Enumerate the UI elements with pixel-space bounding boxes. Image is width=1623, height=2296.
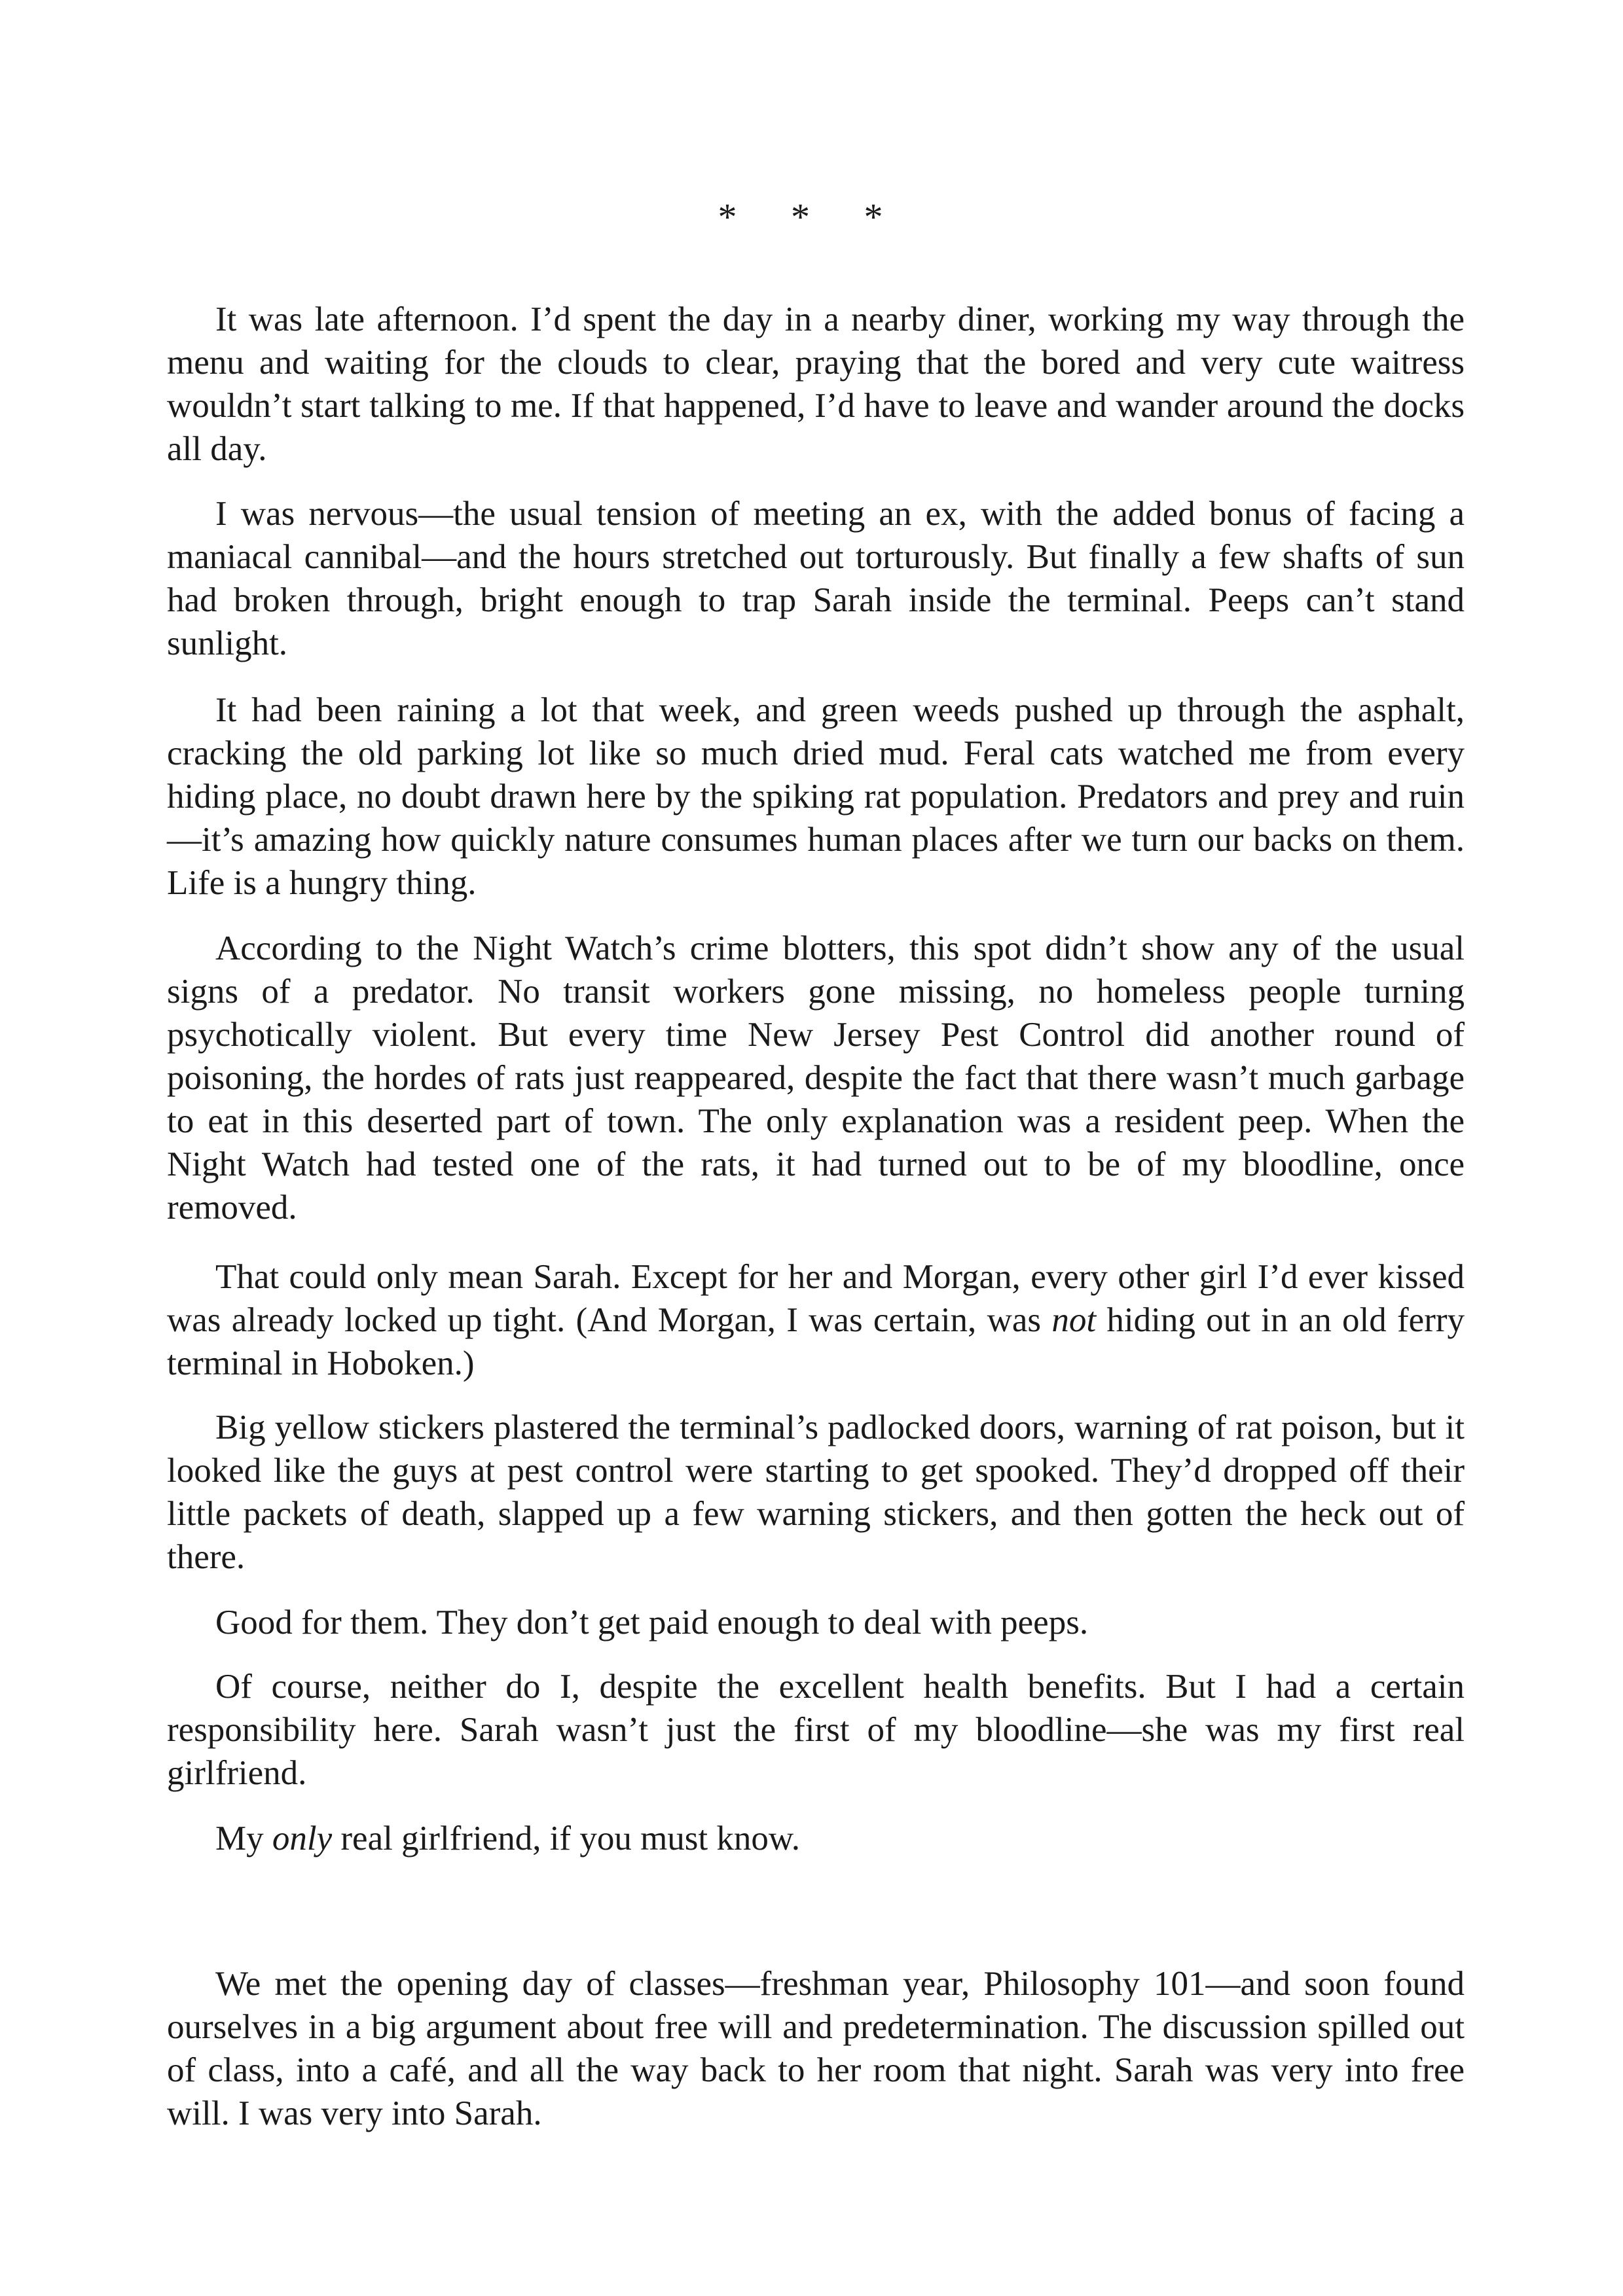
paragraph-6: Big yellow stickers plastered the terminal’s padlocked doors, warning of rat poison, but it looked like the guys at pest control were starting to get spooked. They’d dropped off their little packets of death, slapped up a few warning stickers, and then gotten the heck out of there.	[167, 1408, 1465, 1576]
paragraph-4: According to the Night Watch’s crime blotters, this spot didn’t show any of the usual signs of a predator. No transit workers gone missing, no homeless people turning psychotically violent. But every time New Jersey Pest Control did another round of poisoning, the hordes of rats just reappeared, despite the fact that there wasn’t much garbage to eat in this deserted part of town. The only explanation was a resident peep. When the Night Watch had tested one of the rats, it had turned out to be of my bloodline, once removed.	[167, 929, 1465, 1227]
paragraph-1: It was late afternoon. I’d spent the day in a nearby diner, working my way through the menu and waiting for the clouds to clear, praying that the bored and very cute waitress wouldn’t start talking to me. If that happened, I’d have to leave and wander around the docks all day.	[167, 300, 1465, 468]
paragraph-10: We met the opening day of classes—freshman year, Philosophy 101—and soon found ourselves in a big argument about free will and predetermination. The discussion spilled out of class, into a café, and all the way back to her room that night. Sarah was very into free will. I was very into Sarah.	[167, 1965, 1465, 2132]
paragraph-5-emphasis: not	[1051, 1301, 1097, 1339]
paragraph-9-emphasis: only	[272, 1820, 333, 1857]
paragraph-5-text-a: That could only mean Sarah. Except for her and Morgan, every other girl I’d ever kissed was already locked up tight. (And Morgan, I was certain, was	[167, 1258, 1465, 1339]
paragraph-7: Good for them. They don’t get paid enough to deal with peeps.	[215, 1604, 1089, 1641]
paragraph-5	[167, 1255, 1465, 1385]
paragraph-3: It had been raining a lot that week, and green weeds pushed up through the asphalt, cracking the old parking lot like so much dried mud. Feral cats watched me from every hiding place, no doubt drawn here by the spiking rat population. Predators and prey and ruin—it’s amazing how quickly nature consumes human places after we turn our backs on them. Life is a hungry thing.	[167, 691, 1465, 902]
paragraph-5-text-b: hiding out in an old ferry terminal in Hoboken.)	[167, 1301, 1465, 1382]
paragraph-9	[167, 1817, 1465, 1860]
paragraph-8: Of course, neither do I, despite the excellent health benefits. But I had a certain responsibility here. Sarah wasn’t just the first of my bloodline—she was my first real girlfriend.	[167, 1668, 1465, 1792]
paragraph-9-text-b: real girlfriend, if you must know.	[332, 1820, 800, 1857]
paragraph-2: I was nervous—the usual tension of meeting an ex, with the added bonus of facing a maniacal cannibal—and the hours stretched out torturously. But finally a few shafts of sun had broken through, bright enough to trap Sarah inside the terminal. Peeps can’t stand sunlight.	[167, 495, 1465, 662]
paragraph-9-text-a: My	[215, 1820, 272, 1857]
scene-break: * * *	[718, 196, 905, 238]
